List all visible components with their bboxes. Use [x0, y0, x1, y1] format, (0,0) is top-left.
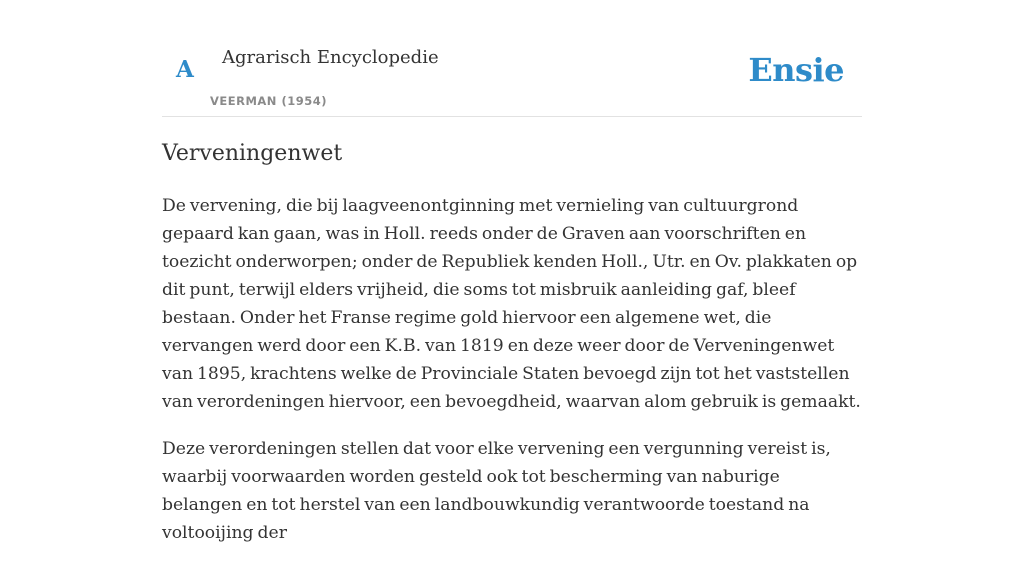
- article-title: Verveningenwet: [162, 141, 343, 166]
- source-title[interactable]: Agrarisch Encyclopedie: [222, 47, 439, 68]
- article-paragraph-1: De vervening, die bij laagveenontginning met vernieling van cultuurgrond gepaard kan gaan, was in Holl. reeds onder de Graven aan voorschriften en toezicht onderworpen; onder de Republiek kenden Holl., Utr. en Ov. plakkaten op dit punt, terwijl elders vrijheid, die soms tot misbruik aanleiding gaf, bleef bestaan. Onder het Franse regime gold hiervoor een algemene wet, die vervangen werd door een K.B. van 1819 en deze weer door de Verveningenwet van 1895, krachtens welke de Provinciale Staten bevoegd zijn tot het vaststellen van verordeningen hiervoor, een bevoegdheid, waarvan alom gebruik is gemaakt.: [162, 196, 861, 412]
- article-body: [162, 192, 864, 566]
- source-letter-icon[interactable]: A: [176, 56, 194, 83]
- source-author[interactable]: VEERMAN (1954): [210, 94, 327, 108]
- source-header: [162, 0, 862, 117]
- ensie-logo[interactable]: Ensie: [748, 51, 844, 89]
- article-paragraph-2: Deze verordeningen stellen dat voor elke vervening een vergunning vereist is, waarbij voorwaarden worden gesteld ook tot bescherming van naburige belangen en tot herstel van een landbouwkundig verantwoorde toestand na voltooijing der: [162, 439, 831, 543]
